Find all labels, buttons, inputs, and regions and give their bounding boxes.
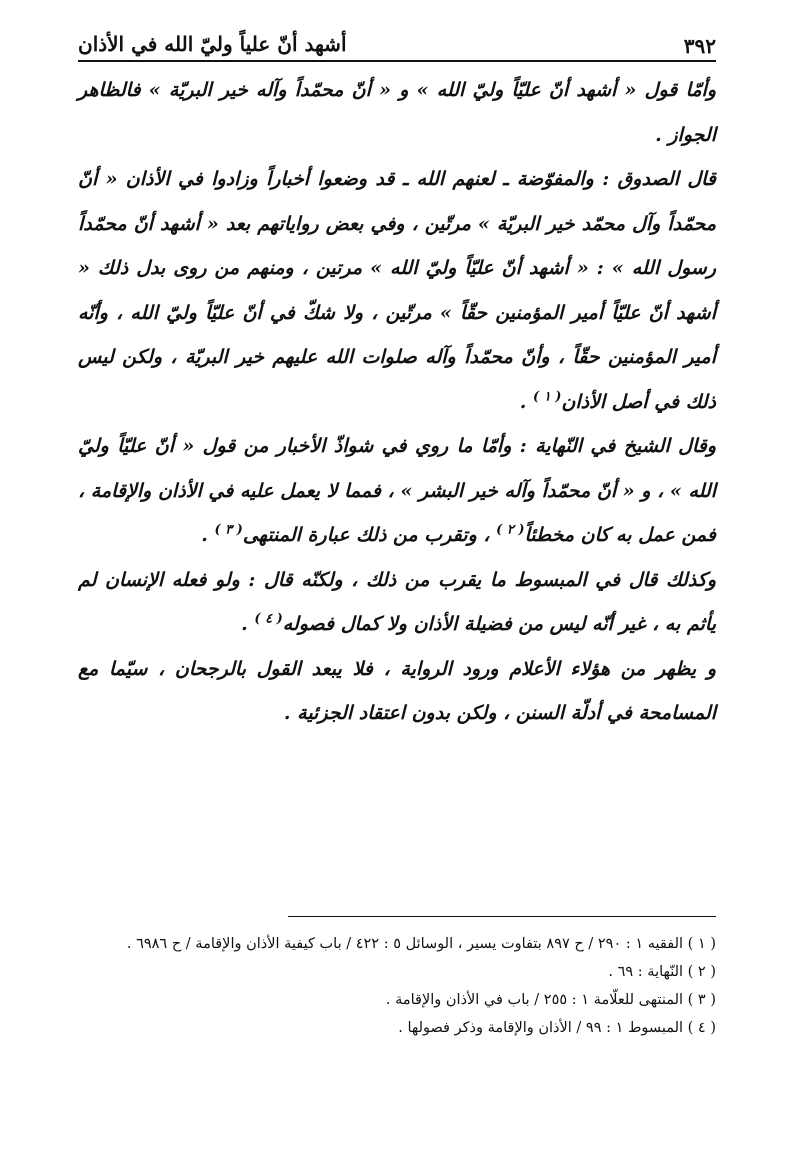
paragraph-1 — [78, 68, 716, 157]
footnote-2: ( ٢ ) النّهاية : ٦٩ . — [608, 964, 716, 980]
paragraph-text: وقال الشيخ في النّهاية : وأمّا ما روي في شواذّ الأخبار من قول « أنّ عليّاً وليّ الله » ، و « أنّ محمّداً وآله خير البشر » ، فمما لا يعمل عليه في الأذان والإقامة ، فمن عمل به كان مخطئاً — [78, 435, 716, 546]
page-number: ٣٩٢ — [683, 34, 716, 58]
footnote-1: ( ١ ) الفقيه ١ : ٢٩٠ / ح ٨٩٧ بتفاوت يسير ، الوسائل ٥ : ٤٢٢ / باب كيفية الأذان والإقامة / ح ٦٩٨٦ . — [126, 936, 716, 952]
footnote-3: ( ٣ ) المنتهى للعلّامة ١ : ٢٥٥ / باب في الأذان والإقامة . — [385, 992, 716, 1008]
footnote-4: ( ٤ ) المبسوط ١ : ٩٩ / الأذان والإقامة وذكر فصولها . — [398, 1020, 716, 1036]
page-header — [78, 28, 716, 62]
paragraph-text: وأمّا قول « أشهد أنّ عليّاً وليّ الله » و « أنّ محمّداً وآله خير البريّة » فالظاهر الجواز . — [78, 79, 716, 146]
main-text — [78, 68, 716, 736]
paragraph-text: و يظهر من هؤلاء الأعلام ورود الرواية ، فلا يبعد القول بالرجحان ، سيّما مع المسامحة في أدلّة السنن ، ولكن بدون اعتقاد الجزئية . — [78, 657, 716, 724]
footnote-ref-4[interactable]: ( ٤ ) — [254, 611, 283, 627]
footnote-divider — [288, 916, 716, 917]
footnote-ref-2[interactable]: ( ٢ ) — [496, 522, 525, 538]
footnote-ref-1[interactable]: ( ١ ) — [533, 389, 562, 405]
paragraph-2 — [78, 157, 716, 424]
paragraph-text: قال الصدوق : والمفوّضة ـ لعنهم الله ـ قد وضعوا أخباراً وزادوا في الأذان « أنّ محمّداً وآل محمّد خير البريّة » مرتّين ، وفي بعض رواياتهم بعد « أشهد أنّ محمّداً رسول الله » : « أشهد أنّ عليّاً وليّ الله » مرتين ، ومنهم من روى بدل ذلك « أشهد أنّ عليّاً أمير المؤمنين حقّاً » مرتّين ، ولا شكّ في أنّ عليّاً وليّ الله ، وأنّه أمير المؤمنين حقّاً ، وأنّ محمّداً وآله صلوات الله عليهم خير البريّة ، ولكن ليس ذلك في أصل الأذان — [78, 168, 716, 413]
running-title: أشهد أنّ علياً وليّ الله في الأذان — [78, 32, 347, 56]
paragraph-tail: ، وتقرب من ذلك عبارة المنتهى — [242, 524, 497, 546]
footnotes — [78, 930, 716, 1042]
paragraph-3 — [78, 424, 716, 558]
paragraph-5 — [78, 647, 716, 736]
paragraph-tail: . — [519, 390, 533, 413]
paragraph-tail: . — [241, 613, 255, 635]
paragraph-4 — [78, 558, 716, 647]
paragraph-text: وكذلك قال في المبسوط ما يقرب من ذلك ، ولكنّه قال : ولو فعله الإنسان لم يأثم به ، غير أنّه ليس من فضيلة الأذان ولا كمال فصوله — [78, 568, 716, 635]
paragraph-tail: . — [201, 524, 215, 546]
footnote-ref-3[interactable]: ( ٣ ) — [214, 522, 243, 538]
